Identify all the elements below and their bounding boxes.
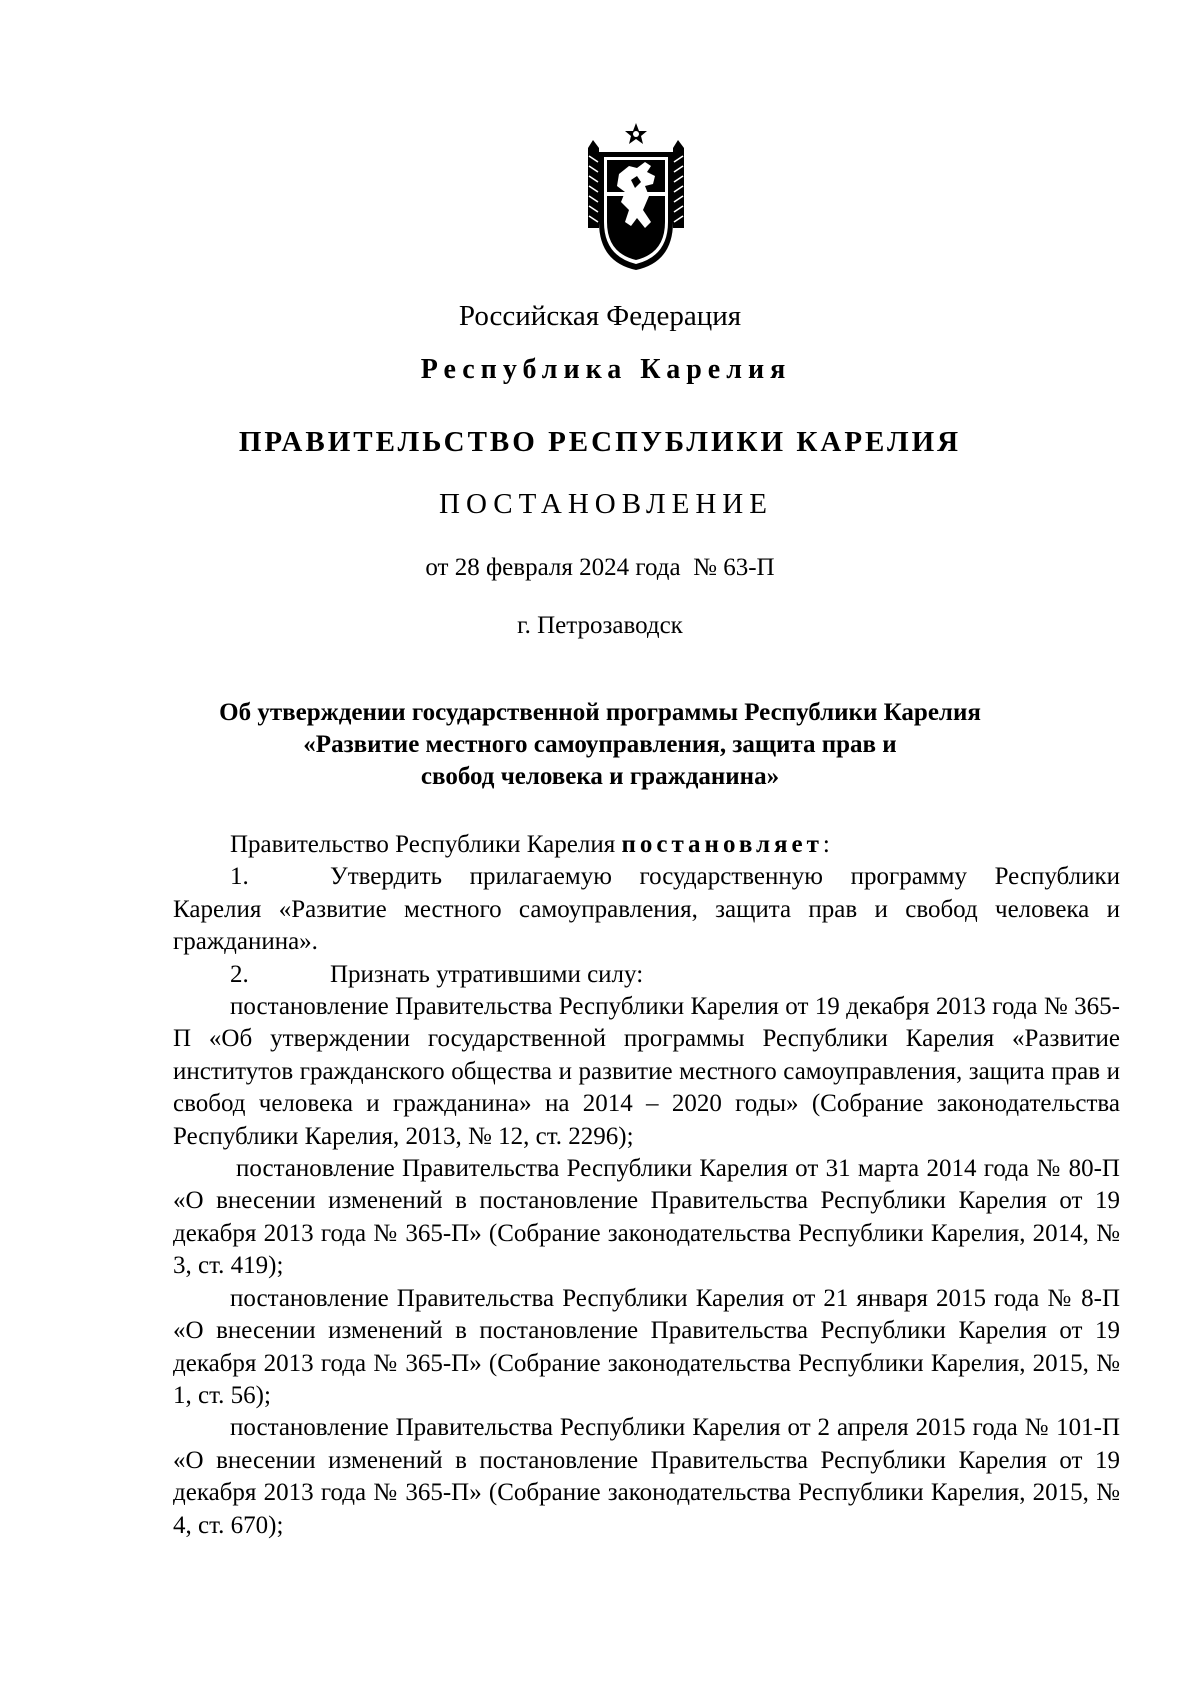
item-text: Утвердить прилагаемую государственную программу Республики Карелия «Развитие местного самоуправления, защита прав и свобод человека и гражданина». [173,863,1120,956]
intro-prefix: Правительство Республики Карелия [230,831,622,858]
country-name: Российская Федерация [458,300,742,332]
document-title [150,697,1050,793]
document-type: ПОСТАНОВЛЕНИЕ [439,488,773,520]
item-2-paragraph [173,959,1120,991]
karelia-coat-of-arms-icon [585,122,687,272]
item-1-paragraph [173,861,1120,958]
intro-suffix: : [822,831,830,858]
repealed-act-paragraph: постановление Правительства Республики Карелия от 19 декабря 2013 года № 365-П «Об утверждении государственной программы Республики Карелия «Развитие институтов гражданского общества и развитие местного самоуправления, защита прав и свобод человека и гражданина» на 2014 – 2020 годы» (Собрание законодательства Республики Карелия, 2013, № 12, ст. 2296); [173,993,1120,1150]
document-body [173,829,1120,1542]
item-text: Признать утратившими силу: [330,960,644,988]
intro-verb: постановляет [621,831,823,858]
government-name: ПРАВИТЕЛЬСТВО РЕСПУБЛИКИ КАРЕЛИЯ [238,426,962,458]
document-date-number: от 28 февраля 2024 года № 63-П [425,554,775,581]
republic-name: Республика Карелия [420,354,792,385]
item-number: 1. [230,863,249,891]
title-line: Об утверждении государственной программы Республики Карелия [219,699,981,726]
title-line: свобод человека и гражданина» [420,763,780,790]
document-city: г. Петрозаводск [517,612,683,639]
repealed-act-paragraph: постановление Правительства Республики Карелия от 2 апреля 2015 года № 101-П «О внесении изменений в постановление Правительства Республики Карелия от 19 декабря 2013 года № 365-П» (Собрание законодательства Республики Карелия, 2015, № 4, ст. 670); [173,1414,1120,1539]
intro-paragraph [173,829,1120,861]
title-line: «Развитие местного самоуправления, защита прав и [303,731,897,758]
repealed-act-paragraph: постановление Правительства Республики Карелия от 31 марта 2014 года № 80-П «О внесении изменений в постановление Правительства Республики Карелия от 19 декабря 2013 года № 365-П» (Собрание законодательства Республики Карелия, 2014, № 3, ст. 419); [173,1155,1120,1280]
item-number: 2. [230,960,249,988]
repealed-act-paragraph: постановление Правительства Республики Карелия от 21 января 2015 года № 8-П «О внесении изменений в постановление Правительства Республики Карелия от 19 декабря 2013 года № 365-П» (Собрание законодательства Республики Карелия, 2015, № 1, ст. 56); [173,1284,1120,1409]
